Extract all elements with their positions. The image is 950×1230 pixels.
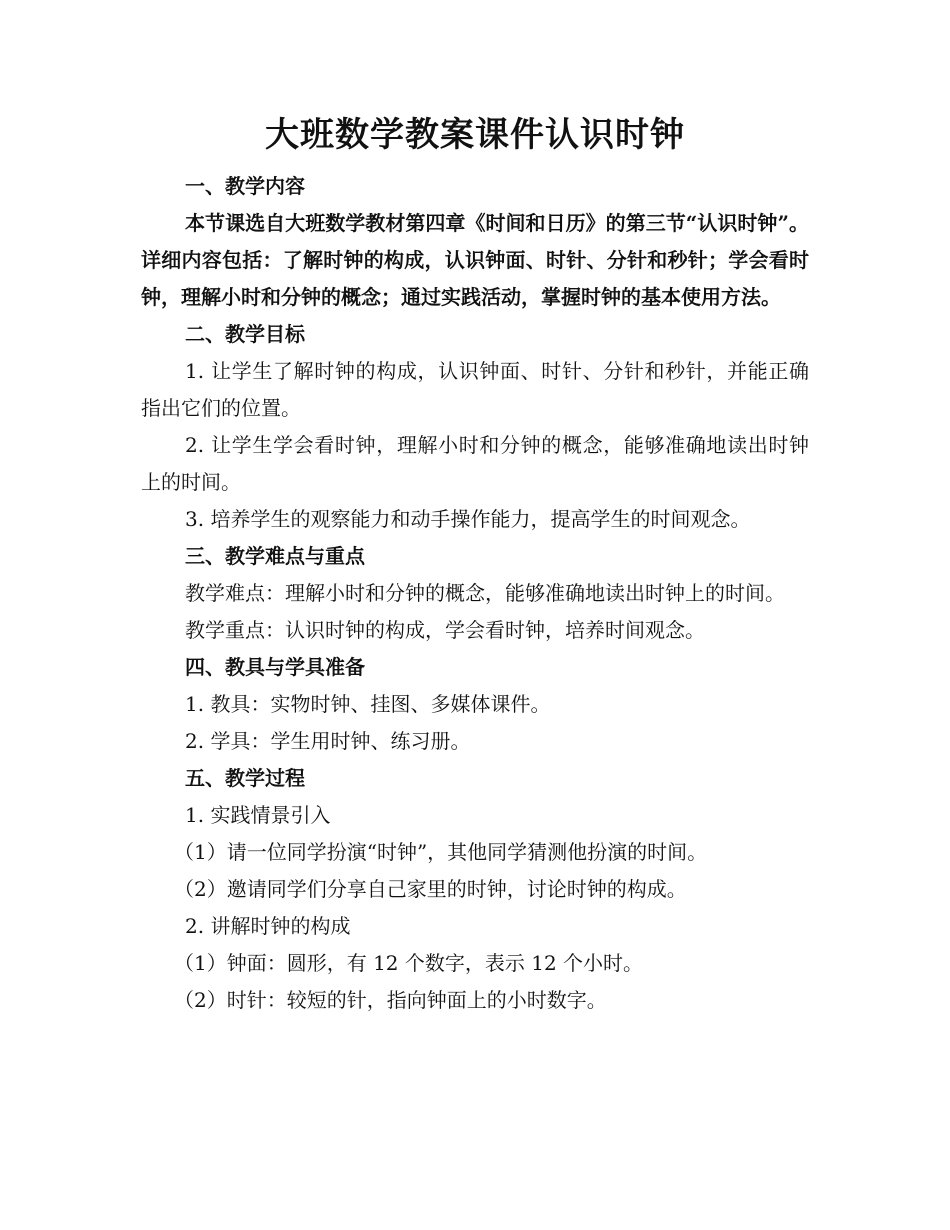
process-step: 2. 讲解时钟的构成 xyxy=(185,914,351,938)
section-paragraph-content: 本节课选自大班数学教材第四章《时间和日历》的第三节“认识时钟”。详细内容包括：了解时钟的构成，认识钟面、时针、分针和秒针；学会看时钟，理解小时和分钟的概念；通过实践活动，掌握时钟的基本使用方法。 xyxy=(141,211,809,309)
tool-item: 1. 教具：实物时钟、挂图、多媒体课件。 xyxy=(185,692,551,716)
objective-item: 3. 培养学生的观察能力和动手操作能力，提高学生的时间观念。 xyxy=(185,507,751,531)
document-title: 大班数学教案课件认识时钟 xyxy=(265,115,685,155)
objective-item: 1. 让学生了解时钟的构成，认识钟面、时针、分针和秒针，并能正确指出它们的位置。 xyxy=(141,359,809,420)
process-step: 1. 实践情景引入 xyxy=(185,803,331,827)
section-heading-objectives: 二、教学目标 xyxy=(185,322,305,346)
process-sub-item: （2）邀请同学们分享自己家里的时钟，讨论时钟的构成。 xyxy=(174,877,687,901)
section-heading-difficulties: 三、教学难点与重点 xyxy=(185,544,365,568)
document-body xyxy=(141,168,809,1019)
key-point-text: 教学重点：认识时钟的构成，学会看时钟，培养时间观念。 xyxy=(185,618,705,642)
process-sub-item: （1）请一位同学扮演“时钟”，其他同学猜测他扮演的时间。 xyxy=(174,840,708,864)
section-heading-tools: 四、教具与学具准备 xyxy=(185,655,365,679)
tool-item: 2. 学具：学生用时钟、练习册。 xyxy=(185,729,471,753)
objective-item: 2. 让学生学会看时钟，理解小时和分钟的概念，能够准确地读出时钟上的时间。 xyxy=(141,433,809,494)
process-sub-item: （1）钟面：圆形，有 12 个数字，表示 12 个小时。 xyxy=(174,951,644,975)
section-heading-content: 一、教学内容 xyxy=(185,174,305,198)
process-sub-item: （2）时针：较短的针，指向钟面上的小时数字。 xyxy=(174,988,607,1012)
difficulty-text: 教学难点：理解小时和分钟的概念，能够准确地读出时钟上的时间。 xyxy=(185,581,785,605)
section-heading-process: 五、教学过程 xyxy=(185,766,305,790)
